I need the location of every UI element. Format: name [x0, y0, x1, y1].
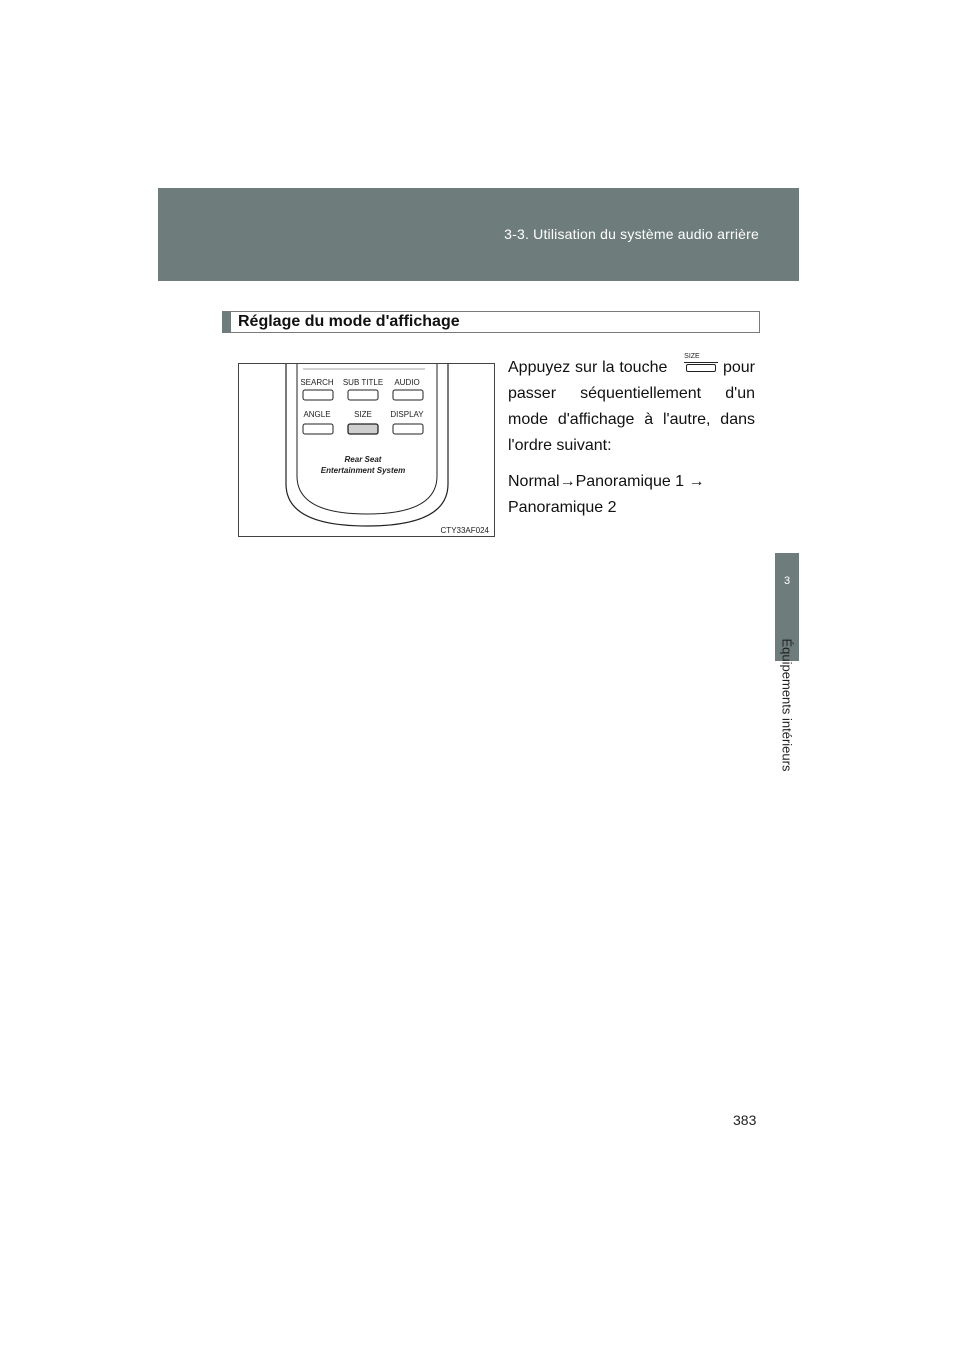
section-breadcrumb: 3-3. Utilisation du système audio arrière: [504, 226, 759, 242]
size-key-label: SIZE: [684, 353, 700, 360]
size-key-icon: [684, 353, 718, 376]
mode-normal: Normal: [508, 473, 560, 490]
instruction-paragraph: [508, 355, 755, 459]
remote-control-drawing: [239, 364, 495, 537]
section-heading-text: Réglage du mode d'affichage: [238, 313, 460, 330]
angle-label: ANGLE: [303, 410, 331, 419]
mode-panoramique-1: Panoramique 1: [575, 473, 685, 490]
display-button: [393, 424, 423, 434]
page-number: 383: [733, 1112, 757, 1128]
subtitle-label: SUB TITLE: [342, 378, 384, 387]
search-label: SEARCH: [300, 378, 334, 387]
arrow-icon: →: [688, 473, 705, 490]
instruction-start: Appuyez sur la touche: [508, 359, 668, 376]
mode-sequence: [508, 469, 755, 521]
angle-button: [303, 424, 333, 434]
display-label: DISPLAY: [390, 410, 424, 419]
brand-line-2: Entertainment System: [320, 466, 406, 475]
arrow-icon: →: [559, 473, 576, 490]
size-button-highlighted: [348, 424, 378, 434]
chapter-label: Équipements intérieurs: [779, 638, 795, 772]
subtitle-button: [348, 390, 378, 400]
search-button: [303, 390, 333, 400]
audio-label: AUDIO: [394, 378, 420, 387]
audio-button: [393, 390, 423, 400]
chapter-number: 3: [783, 575, 791, 587]
section-heading: [222, 311, 760, 333]
instruction-rest: pour passer séquentiellement d'un mode d'affichage à l'autre, dans l'ordre suivant:: [508, 359, 755, 454]
instruction-text: [508, 355, 755, 521]
header-band: [158, 188, 799, 281]
figure-code: CTY33AF024: [440, 526, 489, 535]
brand-line-1: Rear Seat: [344, 455, 382, 464]
remote-illustration: [238, 363, 495, 537]
size-label: SIZE: [354, 410, 372, 419]
mode-panoramique-2: Panoramique 2: [508, 499, 617, 516]
